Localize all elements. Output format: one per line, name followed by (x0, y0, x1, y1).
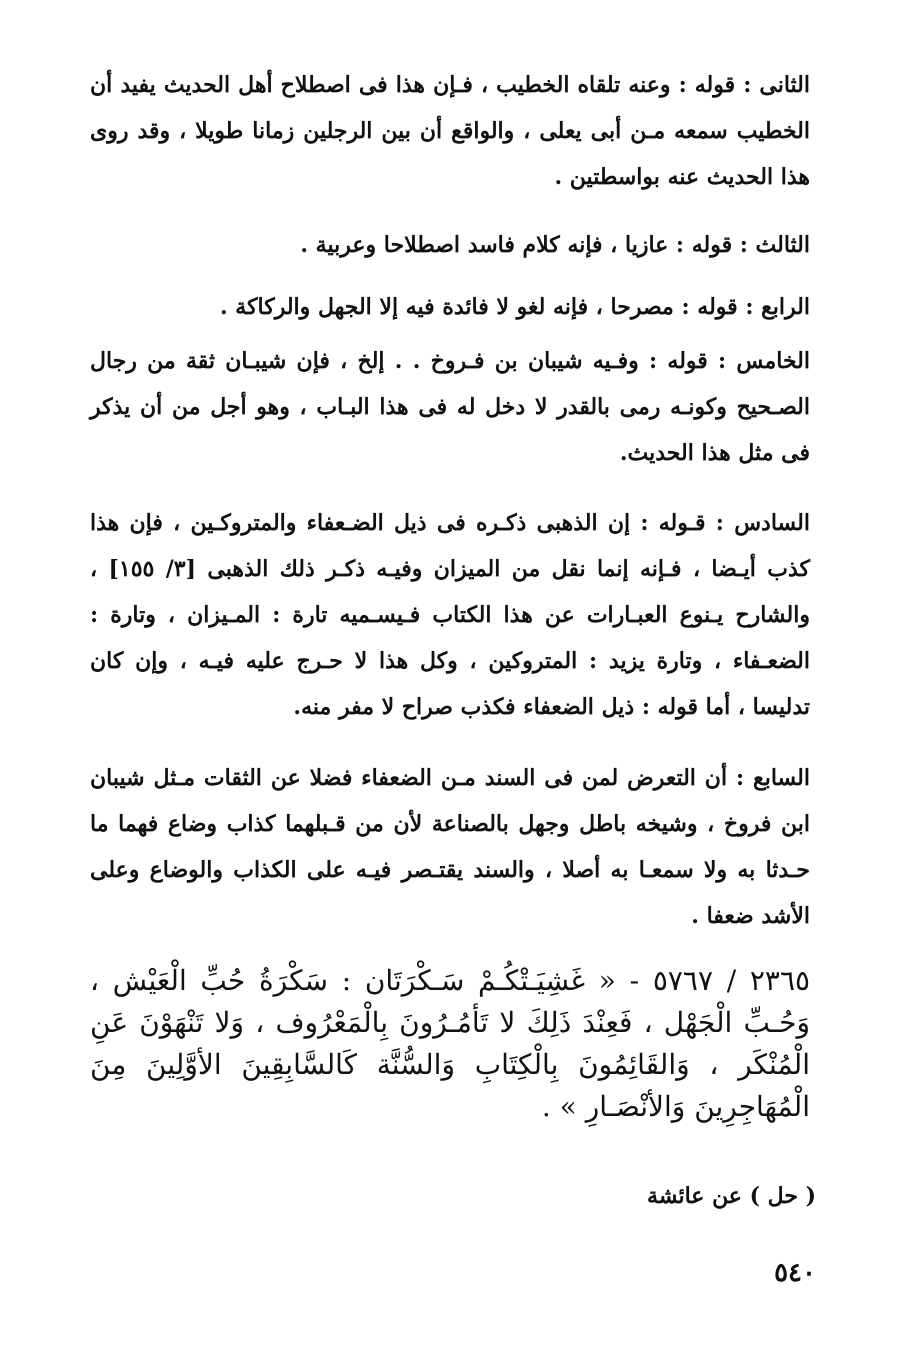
hadith-source: ( حل ) عن عائشة (647, 1183, 816, 1209)
page-number: ٥٤٠ (774, 1258, 816, 1288)
paragraph-second-point: الثانى : قوله : وعنه تلقاه الخطيب ، فـإن هذا فى اصطلاح أهل الحديث يفيد أن الخطيب سمعه مـن أبى يعلى ، والواقع أن بين الرجلين زمانا طويلا ، وقد روى هذا الحديث عنه بواسطتين . (90, 72, 810, 190)
paragraph-seventh-point: السابع : أن التعرض لمن فى السند مـن الضعفاء فضلا عن الثقات مـثل شيبان ابن فروخ ، وشيخه باطل وجهل بالصناعة لأن من قـبلهما كذاب وضاع فهما ما حـدثا به ولا سمعـا به أصلا ، والسند يقتـصر فيـه على الكذاب والوضاع وعلى الأشد ضعفا . (90, 765, 810, 929)
paragraph-fifth-point: الخامس : قوله : وفـيه شيبان بن فـروخ . . إلخ ، فإن شيبـان ثقة من رجال الصـحيح وكونـه رمى بالقدر لا دخل له فى هذا البـاب ، وهو أجل من أن يذكر فى مثل هذا الحديث. (90, 348, 810, 466)
paragraph-fourth-point: الرابع : قوله : مصرحا ، فإنه لغو لا فائدة فيه إلا الجهل والركاكة . (219, 294, 810, 320)
paragraph-third-point: الثالث : قوله : عازيا ، فإنه كلام فاسد اصطلاحا وعربية . (300, 232, 810, 258)
hadith-text: ٢٣٦٥ / ٥٧٦٧ - « غَشِيَـتْكُـمْ سَـكْرَتَان : سَكْرَةُ حُبِّ الْعَيْش ، وَحُـبِّ الْجَهْل ، فَعِنْدَ ذَلِكَ لا تَأمُـرُونَ بِالْمَعْرُوف ، وَلا تَنْهَوْنَ عَنِ الْمُنْكَر ، وَالقَائِمُونَ بِالْكِتَابِ وَالسُّنَّة كَالسَّابِقِينَ الأوَّلِينَ مِنَ الْمُهَاجِرِينَ وَالأنْصَـارِ » . (90, 964, 811, 1123)
paragraph-sixth-point: السادس : قـوله : إن الذهبى ذكـره فى ذيل الضـعفاء والمتروكـين ، فإن هذا كذب أيـضا ، فـإنه إنما نقل من الميزان وفيـه ذكـر ذلك الذهبى [٣/ ١٥٥] ، والشارح يـنوع العبـارات عن هذا الكتاب فـيسـميه تارة : المـيزان ، وتارة : الضعـفاء ، وتارة يزيد : المتروكين ، وكل هذا لا حـرج عليه فيـه ، وإن كان تدليسا ، أما قوله : ذيل الضعفاء فكذب صراح لا مفر منه. (90, 510, 811, 720)
